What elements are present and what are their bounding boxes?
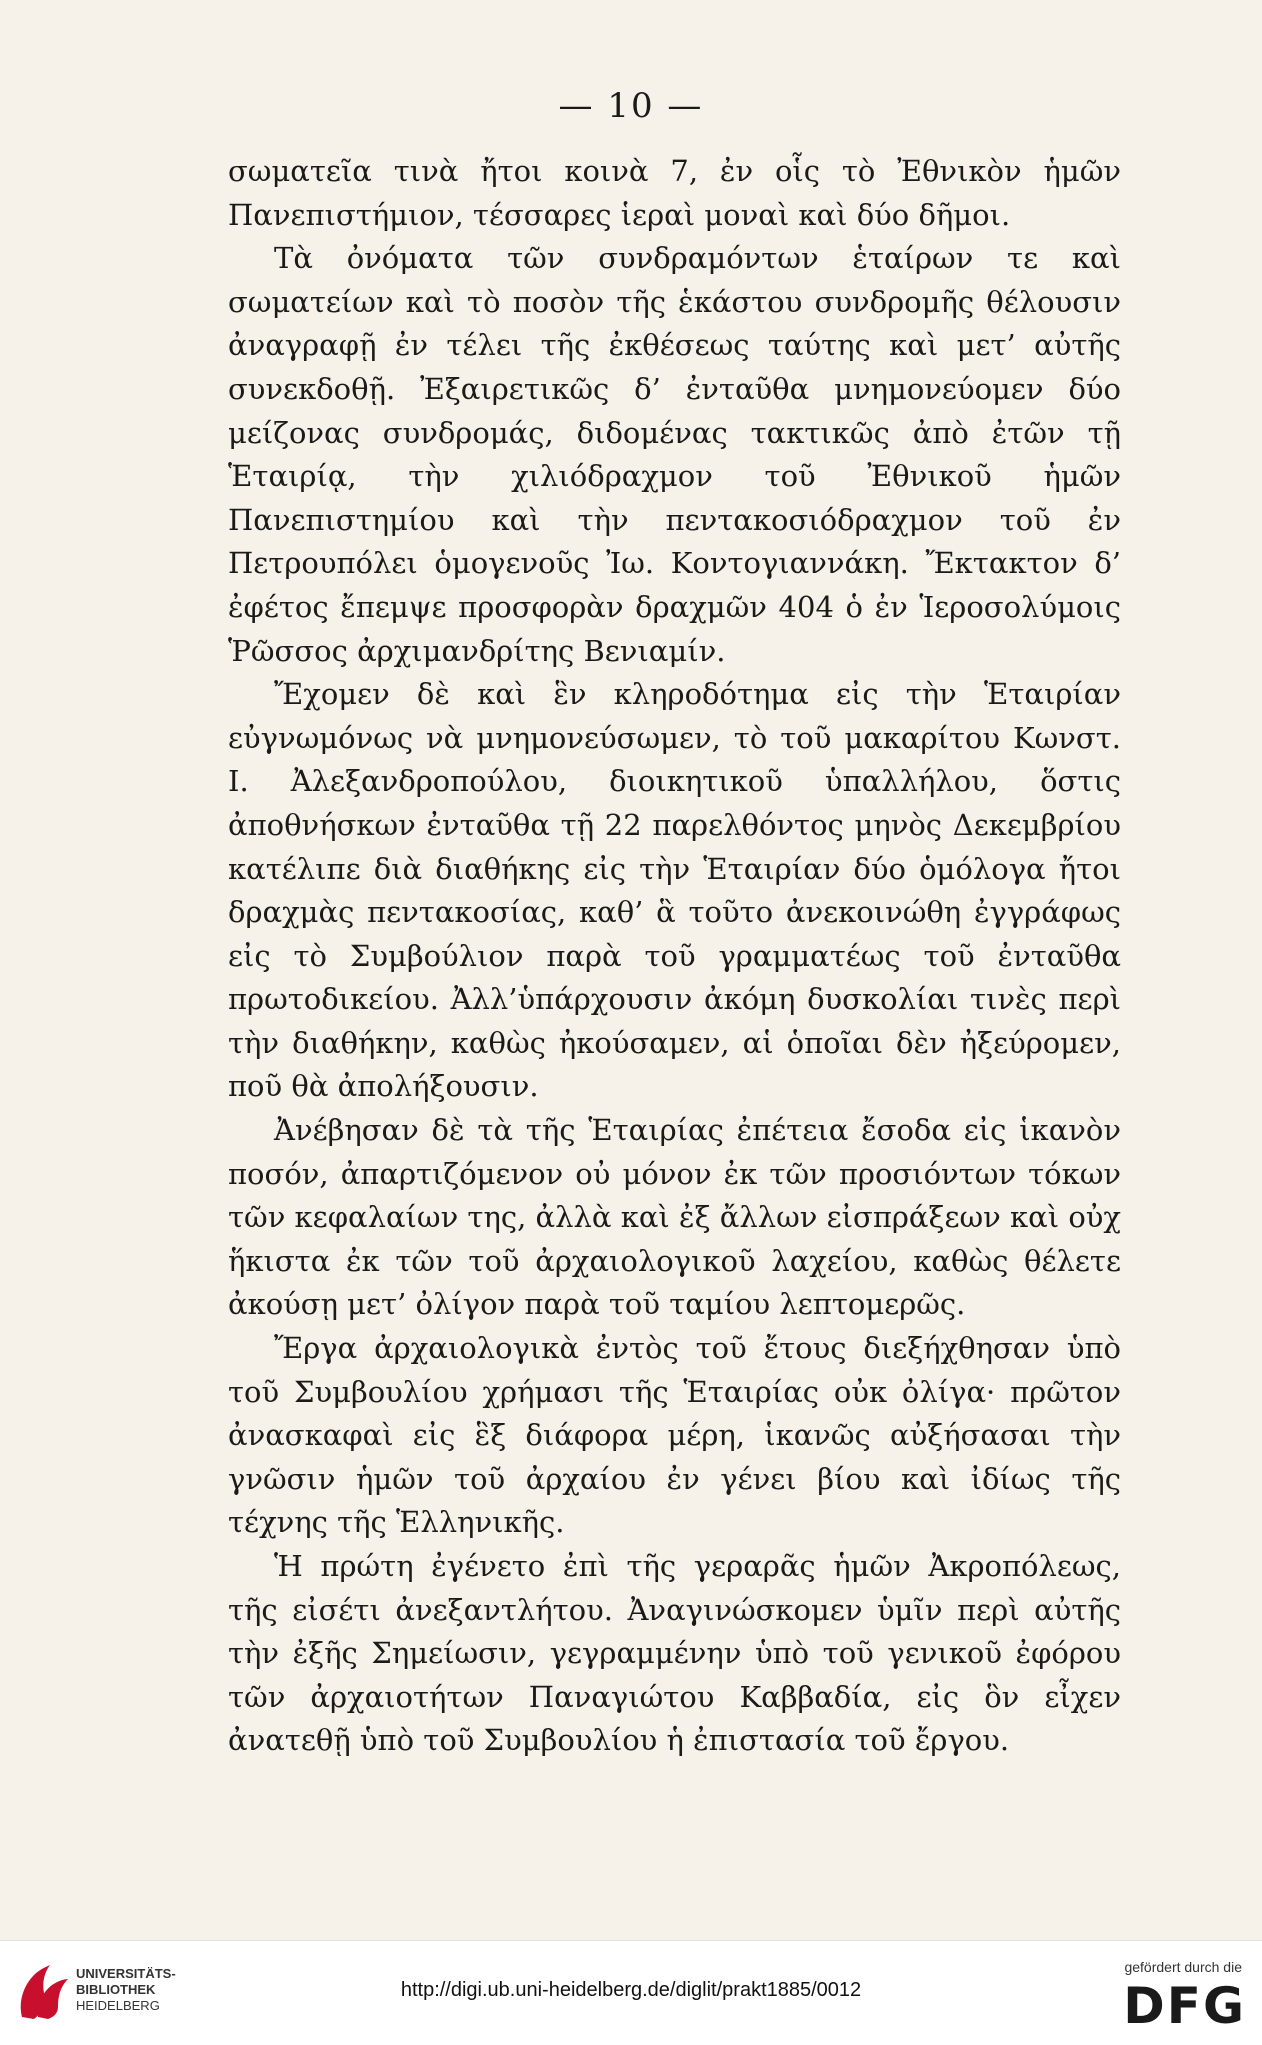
- paragraph-1: σωματεῖα τινὰ ἤτοι κοινὰ 7, ἐν οἷς τὸ Ἐθνικὸν ἡμῶν Πανεπιστήμιον, τέσσαρες ἱεραὶ μοναὶ καὶ δύο δῆμοι.: [228, 154, 1121, 232]
- paragraph-4: Ἀνέβησαν δὲ τὰ τῆς Ἑταιρίας ἐπέτεια ἔσοδα εἰς ἱκανὸν ποσόν, ἀπαρτιζόμενον οὐ μόνον ἐκ τῶν προσιόντων τόκων τῶν κεφαλαίων της, ἀλλὰ καὶ ἐξ ἄλλων εἰσπράξεων καὶ οὐχ ἥκιστα ἐκ τῶν τοῦ ἀρχαιολογικοῦ λαχείου, καθὼς θέλετε ἀκούσῃ μετ’ ὀλίγον παρὰ τοῦ ταμίου λεπτομερῶς.: [228, 1113, 1121, 1322]
- paragraph-6: Ἡ πρώτη ἐγένετο ἐπὶ τῆς γεραρᾶς ἡμῶν Ἀκροπόλεως, τῆς εἰσέτι ἀνεξαντλήτου. Ἀναγινώσκομεν ὑμῖν περὶ αὐτῆς τὴν ἐξῆς Σημείωσιν, γεγραμμένην ὑπὸ τοῦ γενικοῦ ἐφόρου τῶν ἀρχαιοτήτων Παναγιώτου Καββαδία, εἰς ὃν εἶχεν ἀνατεθῇ ὑπὸ τοῦ Συμβουλίου ἡ ἐπιστασία τοῦ ἔργου.: [228, 1549, 1121, 1758]
- library-name-line3: HEIDELBERG: [76, 1998, 160, 2013]
- footer-bar: [0, 1940, 1262, 2045]
- permalink-url[interactable]: http://digi.ub.uni-heidelberg.de/diglit/prakt1885/0012: [400, 1979, 862, 2001]
- library-name-line1: UNIVERSITÄTS-: [76, 1966, 176, 1981]
- body-text: [228, 150, 1121, 1763]
- paragraph-3: Ἔχομεν δὲ καὶ ἓν κληροδότημα εἰς τὴν Ἑταιρίαν εὐγνωμόνως νὰ μνημονεύσωμεν, τὸ τοῦ μακαρίτου Κωνστ. Ι. Ἀλεξανδροπούλου, διοικητικοῦ ὑπαλλήλου, ὅστις ἀποθνήσκων ἐνταῦθα τῇ 22 παρελθόντος μηνὸς Δεκεμβρίου κατέλιπε διὰ διαθήκης εἰς τὴν Ἑταιρίαν δύο ὁμόλογα ἤτοι δραχμὰς πεντακοσίας, καθ’ ἃ τοῦτο ἀνεκοινώθη ἐγγράφως εἰς τὸ Συμβούλιον παρὰ τοῦ γραμματέως τοῦ ἐνταῦθα πρωτοδικείου. Ἀλλ’ὑπάρχουσιν ἀκόμη δυσκολίαι τινὲς περὶ τὴν διαθήκην, καθὼς ἠκούσαμεν, αἱ ὁποῖαι δὲν ἠξεύρομεν, ποῦ θὰ ἀπολήξουσιν.: [228, 677, 1121, 1104]
- library-name-line2: BIBLIOTHEK: [76, 1982, 156, 1997]
- paragraph-2: Τὰ ὀνόματα τῶν συνδραμόντων ἑταίρων τε καὶ σωματείων καὶ τὸ ποσὸν τῆς ἑκάστου συνδρομῆς θέλουσιν ἀναγραφῇ ἐν τέλει τῆς ἐκθέσεως ταύτης καὶ μετ’ αὐτῆς συνεκδοθῇ. Ἐξαιρετικῶς δ’ ἐνταῦθα μνημονεύομεν δύο μείζονας συνδρομάς, διδομένας τακτικῶς ἀπὸ ἐτῶν τῇ Ἑταιρίᾳ, τὴν χιλιόδραχμον τοῦ Ἐθνικοῦ ἡμῶν Πανεπιστημίου καὶ τὴν πεντακοσιόδραχμον τοῦ ἐν Πετρουπόλει ὁμογενοῦς Ἰω. Κοντογιαννάκη. Ἔκτακτον δ’ ἐφέτος ἔπεμψε προσφορὰν δραχμῶν 404 ὁ ἐν Ἱεροσολύμοις Ῥῶσσος ἀρχιμανδρίτης Βενιαμίν.: [228, 241, 1121, 668]
- paragraph-5: Ἔργα ἀρχαιολογικὰ ἐντὸς τοῦ ἔτους διεξήχθησαν ὑπὸ τοῦ Συμβουλίου χρήμασι τῆς Ἑταιρίας οὐκ ὀλίγα· πρῶτον ἀνασκαφαὶ εἰς ἓξ διάφορα μέρη, ἱκανῶς αὐξήσασαι τὴν γνῶσιν ἡμῶν τοῦ ἀρχαίου ἐν γένει βίου καὶ ἰδίως τῆς τέχνης τῆς Ἑλληνικῆς.: [228, 1331, 1121, 1540]
- page-number: — 10 —: [558, 86, 704, 126]
- dfg-logo: DFG: [1123, 1977, 1246, 2035]
- supported-by-label: gefördert durch die: [1124, 1959, 1242, 1975]
